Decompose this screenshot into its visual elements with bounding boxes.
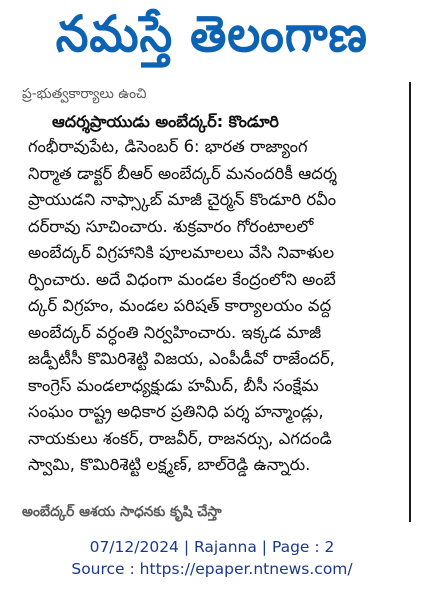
body-line: దర్‌రావు సూచించారు. శుక్రవారం గోరంటాలలో — [28, 216, 314, 236]
body-line: కాంగ్రెస్ మండలాధ్యక్షుడు హమీద్, బీసీ సంక్షేమ — [28, 375, 319, 395]
footer-source: Source : https://epaper.ntnews.com/ — [71, 560, 353, 578]
masthead-title: నమస్తే తెలంగాణ — [55, 4, 369, 63]
body-line: జడ్పీటీసీ కొమిరిశెట్టి విజయ, ఎంపీడీవో రాజేందర్, — [28, 349, 335, 368]
column-divider — [409, 82, 411, 522]
body-line: సంఘం రాష్ట్ర అధికార ప్రతినిధి పర్శ హన్మాండ్లు, — [28, 402, 324, 421]
clipped-next-headline: అంబేద్కర్ ఆశయ సాధనకు కృషి చేస్తా — [22, 504, 222, 520]
article-headline: ఆదర్శప్రాయుడు అంబేద్కర్: కొండూరి — [52, 112, 279, 131]
footer-date-edition: 07/12/2024 | Rajanna | Page : 2 — [89, 538, 335, 556]
article-body — [28, 134, 406, 479]
body-line: ద్కర్ విగ్రహం, మండల పరిషత్ కార్యాలయం వద్ద — [28, 296, 332, 315]
newspaper-masthead — [8, 4, 416, 76]
body-line: గంభీరావుపేట, డిసెంబర్ 6: భారత రాజ్యాంగ — [28, 137, 308, 156]
body-line: అంబేద్కర్ విగ్రహానికి పూలమాలలు వేసి నివాళుల — [28, 243, 335, 262]
clipped-previous-line: ప్ర-భుత్వకార్యాలు ఉంచి — [22, 86, 147, 102]
news-clipping — [22, 82, 411, 522]
body-line: స్వామి, కొమిరిశెట్టి లక్ష్మణ్, బాల్‌రెడ్డి ఉన్నారు. — [28, 455, 311, 474]
body-line: అంబేద్కర్ వర్ధంతి నిర్వహించారు. ఇక్కడ మాజీ — [28, 322, 322, 342]
body-line: నాయకులు శంకర్, రాజవీర్, రాజనర్సు, ఎగదండి — [28, 428, 332, 448]
body-line: ప్రాయుడని నాఫ్స్కాబ్ మాజీ చైర్మన్ కొండూరి రవీం — [28, 190, 337, 209]
body-line: ర్పించారు. అదే విధంగా మండల కేంద్రంలోని అంబే — [28, 269, 336, 289]
body-line: నిర్మాత డాక్టర్ బీఆర్ అంబేద్కర్ మనందరికీ ఆదర్శ — [28, 163, 337, 183]
